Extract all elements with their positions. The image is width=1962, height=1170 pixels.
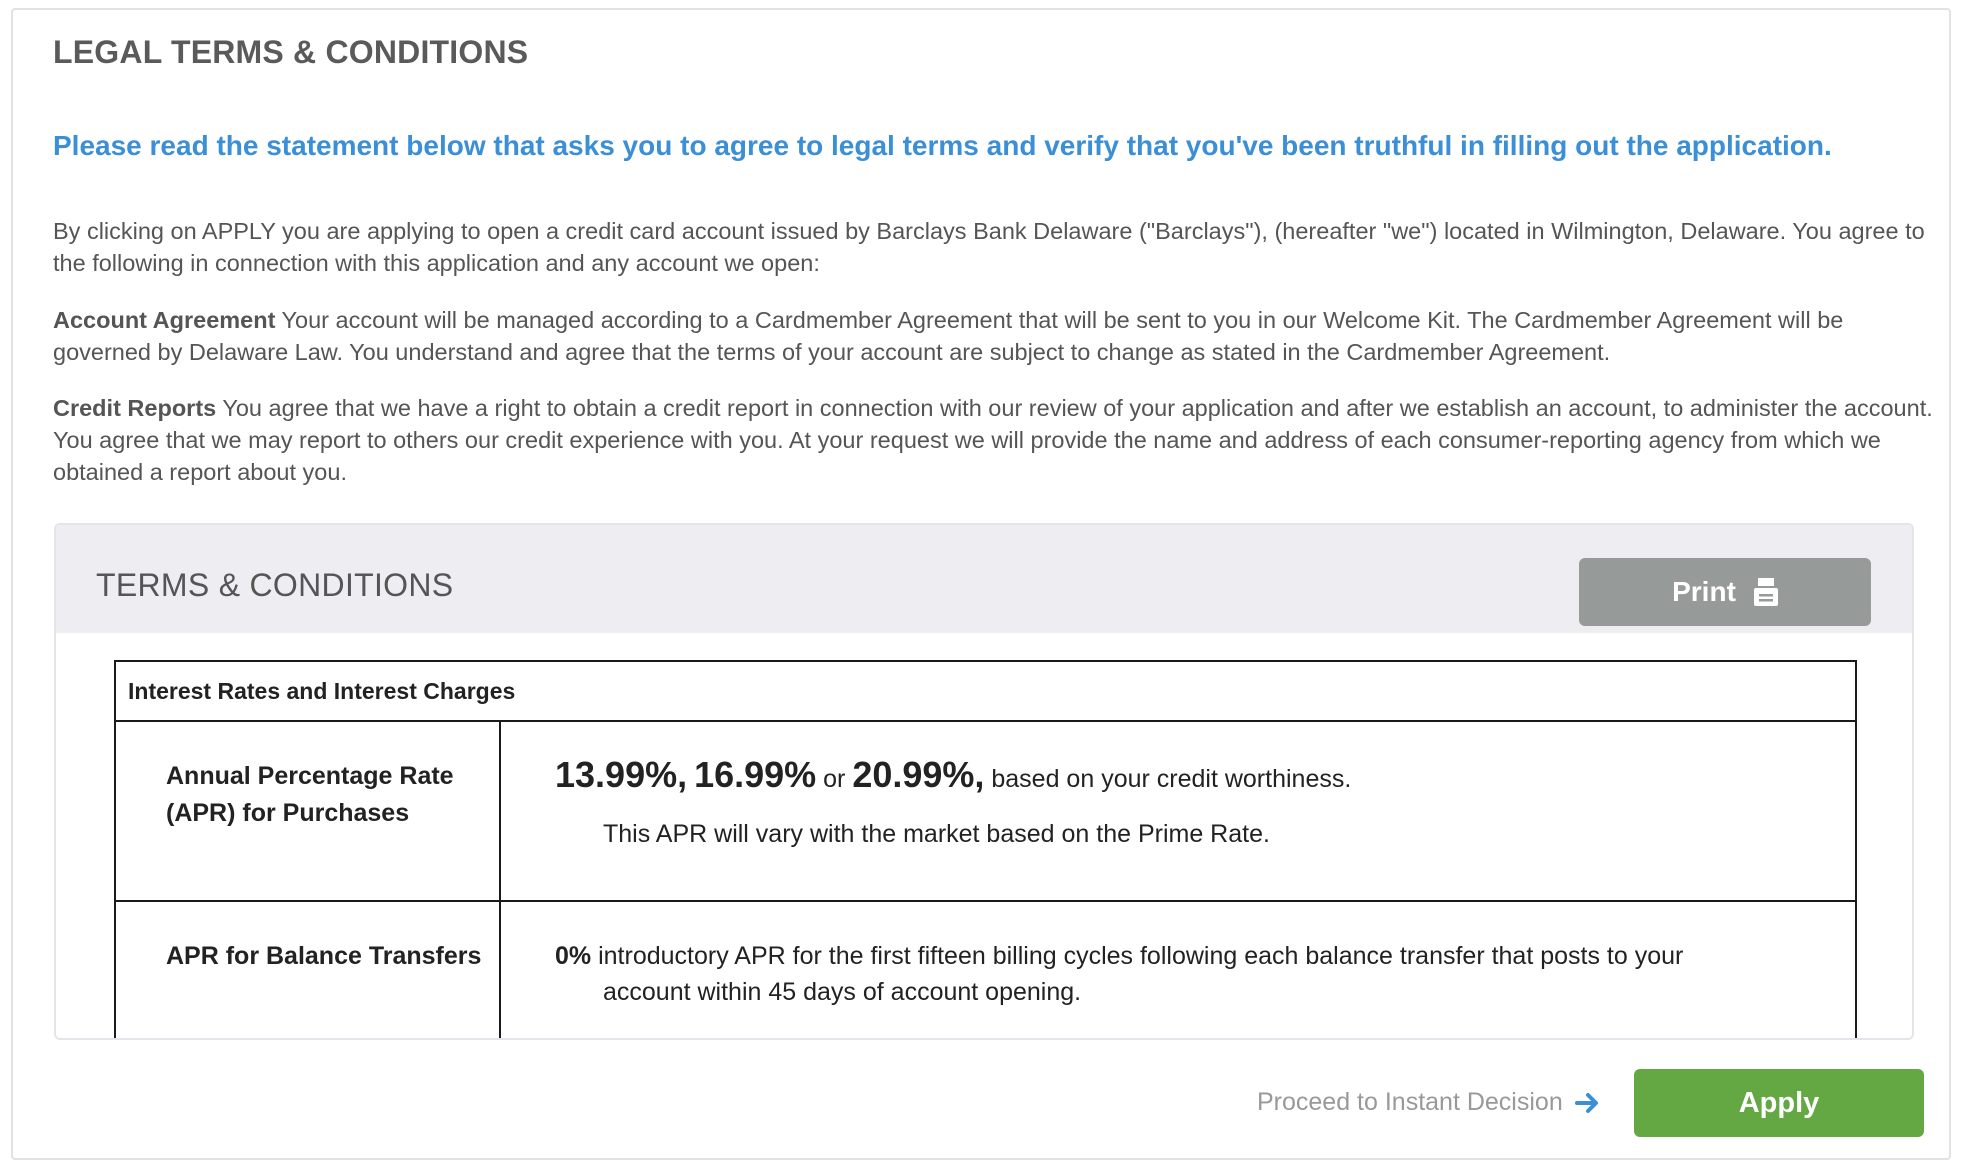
terms-panel-header — [56, 525, 1912, 633]
account-agreement-paragraph — [53, 304, 1933, 368]
apr-purchases-value — [500, 721, 1856, 901]
apr-purchases-label: Annual Percentage Rate (APR) for Purchases — [115, 721, 500, 901]
proceed-text: Proceed to Instant Decision — [1257, 1088, 1563, 1116]
apr-rate-1: 13.99%, — [555, 754, 688, 795]
apr-balance-transfers-label: APR for Balance Transfers — [115, 901, 500, 1040]
balance-transfer-description: introductory APR for the first fifteen billing cycles following each balance transfer that posts to your — [598, 942, 1684, 970]
apr-rate-suffix: based on your credit worthiness. — [991, 765, 1352, 793]
print-button[interactable] — [1579, 558, 1871, 626]
intro-statement: Please read the statement below that asks you to agree to legal terms and verify that you've been truthful in filling out the application. — [53, 130, 1832, 161]
credit-reports-paragraph — [53, 392, 1933, 488]
apr-rate-2: 16.99% — [694, 754, 817, 795]
credit-reports-label: Credit Reports — [53, 395, 217, 421]
table-header: Interest Rates and Interest Charges — [115, 661, 1856, 721]
balance-transfer-description-cont: account within 45 days of account opening. — [603, 978, 1082, 1006]
page-title: LEGAL TERMS & CONDITIONS — [53, 34, 529, 70]
terms-conditions-panel[interactable] — [54, 523, 1914, 1040]
apply-disclaimer: By clicking on APPLY you are applying to open a credit card account issued by Barclays Bank Delaware ("Barclays"), (hereafter "we") located in Wilmington, Delaware. You agree to the following in connection with this application and any account we open: — [53, 218, 1925, 276]
table-row — [115, 721, 1856, 901]
credit-reports-text: You agree that we have a right to obtain a credit report in connection with our review of your application and after we establish an account, to administer the account. You agree that we may report to others our credit experience with you. At your request we will provide the name and address of each consumer-reporting agency from which we obtained a report about you. — [53, 395, 1933, 485]
printer-icon — [1754, 578, 1778, 606]
account-agreement-label: Account Agreement — [53, 307, 276, 333]
account-agreement-text: Your account will be managed according to a Cardmember Agreement that will be sent to you in our Welcome Kit. The Cardmember Agreement will be governed by Delaware Law. You understand and agree that the terms of your account are subject to change as stated in the Cardmember Agreement. — [53, 307, 1844, 365]
apply-button[interactable]: Apply — [1634, 1069, 1924, 1137]
apr-variable-note: This APR will vary with the market based on the Prime Rate. — [603, 820, 1270, 848]
interest-rates-table — [114, 660, 1857, 1040]
apr-rates — [555, 754, 1815, 796]
terms-panel-title: TERMS & CONDITIONS — [96, 567, 454, 603]
apr-balance-transfers-value — [500, 901, 1856, 1040]
arrow-right-icon — [1575, 1092, 1601, 1114]
apr-or-word: or — [823, 765, 846, 793]
print-button-label: Print — [1672, 576, 1736, 607]
balance-transfer-rate: 0% — [555, 942, 592, 970]
proceed-hint — [1257, 1088, 1601, 1117]
legal-terms-card — [11, 8, 1951, 1160]
table-row — [115, 901, 1856, 1040]
balance-transfer-text — [555, 934, 1815, 1010]
apr-rate-3: 20.99%, — [852, 754, 985, 795]
